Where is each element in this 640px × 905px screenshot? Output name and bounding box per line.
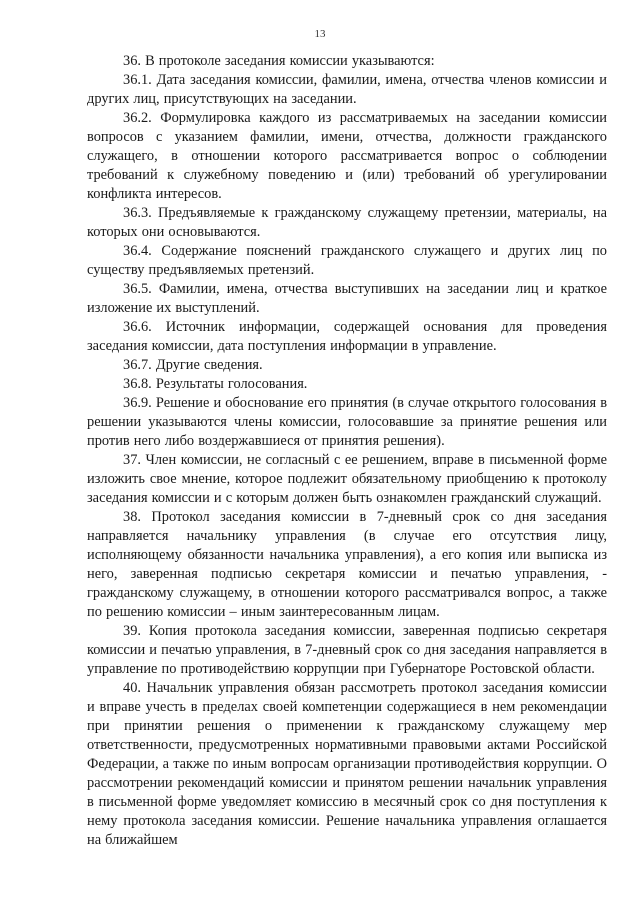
paragraph-36-2: 36.2. Формулировка каждого из рассматриваемых на заседании комиссии вопросов с указанием фамилии, имени, отчества, должности гражданского служащего, в отношении которого рассматривается вопрос о соблюдении требований к служебному поведению и (или) требований об урегулировании конфликта интересов. [87,110,607,202]
paragraph-36-4: 36.4. Содержание пояснений гражданского служащего и других лиц по существу предъявляемых претензий. [87,243,607,278]
paragraph-36-7: 36.7. Другие сведения. [123,357,263,373]
paragraph-40: 40. Начальник управления обязан рассмотреть протокол заседания комиссии и вправе учесть в пределах своей компетенции содержащиеся в нем рекомендации при принятии решения о применении к гражданскому служащему мер ответственности, предусмотренных нормативными правовыми актами Российской Федерации, а также по иным вопросам организации противодействия коррупции. О рассмотрении рекомендаций комиссии и принятом решении начальник управления в письменной форме уведомляет комиссию в месячный срок со дня поступления к нему протокола заседания комиссии. Решение начальника управления оглашается на ближайшем [87,680,607,848]
document-body [87,52,607,850]
page-number: 13 [314,28,326,40]
paragraph-39: 39. Копия протокола заседания комиссии, заверенная подписью секретаря комиссии и печатью управления, в 7-дневный срок со дня заседания направляется в управление по противодействию коррупции при Губернаторе Ростовской области. [87,623,607,677]
paragraph-36-5: 36.5. Фамилии, имена, отчества выступивших на заседании лиц и краткое изложение их выступлений. [87,281,607,316]
paragraph-38: 38. Протокол заседания комиссии в 7-дневный срок со дня заседания направляется начальнику управления (в случае его отсутствия лицу, исполняющему обязанности начальника управления), а его копия или выписка из него, заверенная подписью секретаря комиссии и печатью управления, - гражданскому служащему, в отношении которого рассматривался вопрос, а также по решению комиссии – иным заинтересованным лицам. [87,509,607,620]
paragraph-36: 36. В протоколе заседания комиссии указываются: [123,53,435,69]
paragraph-36-6: 36.6. Источник информации, содержащей основания для проведения заседания комиссии, дата поступления информации в управление. [87,319,607,354]
paragraph-36-8: 36.8. Результаты голосования. [123,376,308,392]
paragraph-37: 37. Член комиссии, не согласный с ее решением, вправе в письменной форме изложить свое мнение, которое подлежит обязательному приобщению к протоколу заседания комиссии и с которым должен быть ознакомлен гражданский служащий. [87,452,607,506]
paragraph-36-3: 36.3. Предъявляемые к гражданскому служащему претензии, материалы, на которых они основываются. [87,205,607,240]
paragraph-36-1: 36.1. Дата заседания комиссии, фамилии, имена, отчества членов комиссии и других лиц, присутствующих на заседании. [87,72,607,107]
paragraph-36-9: 36.9. Решение и обоснование его принятия (в случае открытого голосования в решении указываются члены комиссии, голосовавшие за принятие решения или против него либо воздержавшиеся от принятия решения). [87,395,607,449]
